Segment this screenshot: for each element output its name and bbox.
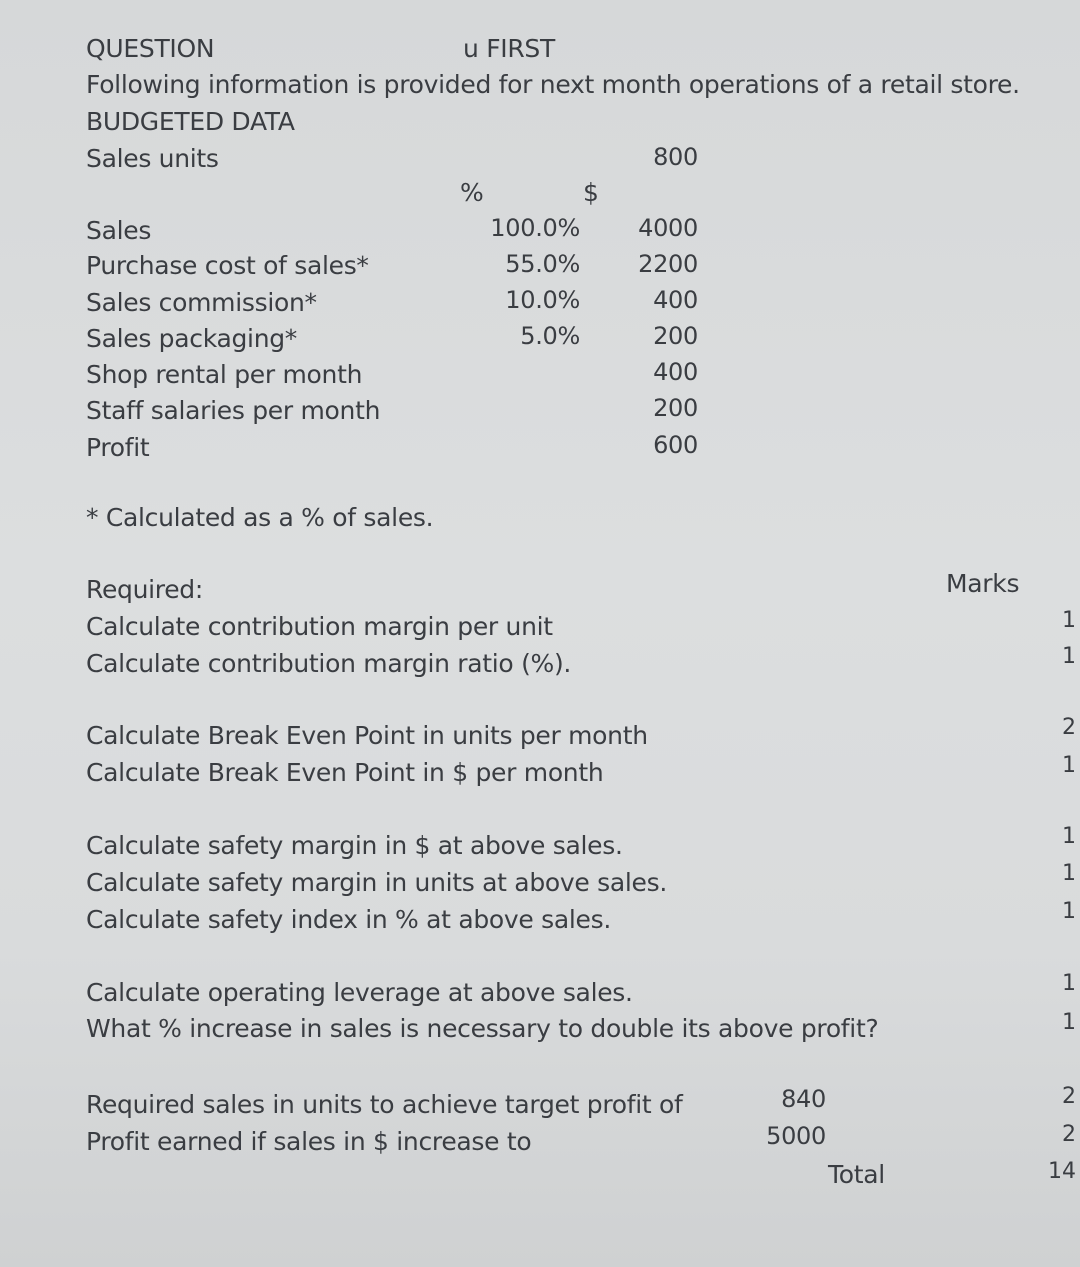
footnote: * Calculated as a % of sales. bbox=[86, 503, 434, 532]
row-percent: 100.0% bbox=[490, 214, 580, 242]
budget-title: BUDGETED DATA bbox=[86, 107, 295, 136]
row-label: Staff salaries per month bbox=[86, 396, 381, 425]
sales-increase-value: 5000 bbox=[766, 1122, 826, 1150]
row-percent: 55.0% bbox=[505, 250, 580, 278]
item-marks: 1 bbox=[1062, 824, 1076, 849]
item-marks: 1 bbox=[1062, 608, 1076, 633]
item-text: Calculate safety index in % at above sales. bbox=[86, 905, 611, 934]
item-text: Calculate Break Even Point in units per month bbox=[86, 721, 648, 750]
item-text: Calculate safety margin in units at above sales. bbox=[86, 868, 667, 897]
item-text: Calculate Break Even Point in $ per month bbox=[86, 758, 604, 787]
row-label: Sales commission* bbox=[86, 288, 317, 317]
row-amount: 2200 bbox=[638, 250, 698, 278]
item-text: Profit earned if sales in $ increase to bbox=[86, 1127, 532, 1156]
row-amount: 4000 bbox=[638, 214, 698, 242]
total-label: Total bbox=[828, 1160, 885, 1189]
row-amount: 400 bbox=[653, 286, 698, 314]
percent-column-header: % bbox=[460, 178, 484, 207]
required-title: Required: bbox=[86, 575, 203, 604]
item-marks: 2 bbox=[1062, 1122, 1076, 1147]
sales-units-label: Sales units bbox=[86, 144, 219, 173]
section-label: u FIRST bbox=[463, 34, 555, 63]
row-percent: 5.0% bbox=[520, 322, 580, 350]
row-label: Sales packaging* bbox=[86, 324, 298, 353]
item-text: Required sales in units to achieve target profit of bbox=[86, 1090, 683, 1119]
row-amount: 200 bbox=[653, 394, 698, 422]
row-amount: 200 bbox=[653, 322, 698, 350]
item-marks: 1 bbox=[1062, 971, 1076, 996]
row-label: Purchase cost of sales* bbox=[86, 251, 369, 280]
row-label: Shop rental per month bbox=[86, 360, 363, 389]
item-text: Calculate safety margin in $ at above sales. bbox=[86, 831, 623, 860]
total-marks: 14 bbox=[1048, 1159, 1076, 1184]
row-amount: 600 bbox=[653, 431, 698, 459]
item-text: Calculate operating leverage at above sales. bbox=[86, 978, 633, 1007]
target-profit-value: 840 bbox=[781, 1085, 826, 1113]
item-marks: 1 bbox=[1062, 861, 1076, 886]
item-marks: 2 bbox=[1062, 1084, 1076, 1109]
row-amount: 400 bbox=[653, 358, 698, 386]
item-text: Calculate contribution margin per unit bbox=[86, 612, 553, 641]
item-marks: 1 bbox=[1062, 644, 1076, 669]
sales-units-value: 800 bbox=[653, 143, 698, 171]
item-text: What % increase in sales is necessary to double its above profit? bbox=[86, 1014, 879, 1043]
item-marks: 1 bbox=[1062, 899, 1076, 924]
marks-header: Marks bbox=[946, 569, 1020, 598]
dollar-column-header: $ bbox=[583, 178, 599, 207]
row-label: Profit bbox=[86, 433, 150, 462]
question-label: QUESTION bbox=[86, 34, 215, 63]
row-label: Sales bbox=[86, 216, 152, 245]
row-percent: 10.0% bbox=[505, 286, 580, 314]
item-marks: 1 bbox=[1062, 753, 1076, 778]
item-marks: 2 bbox=[1062, 715, 1076, 740]
item-marks: 1 bbox=[1062, 1010, 1076, 1035]
item-text: Calculate contribution margin ratio (%). bbox=[86, 649, 572, 678]
intro-text: Following information is provided for next month operations of a retail store. bbox=[86, 70, 1020, 99]
